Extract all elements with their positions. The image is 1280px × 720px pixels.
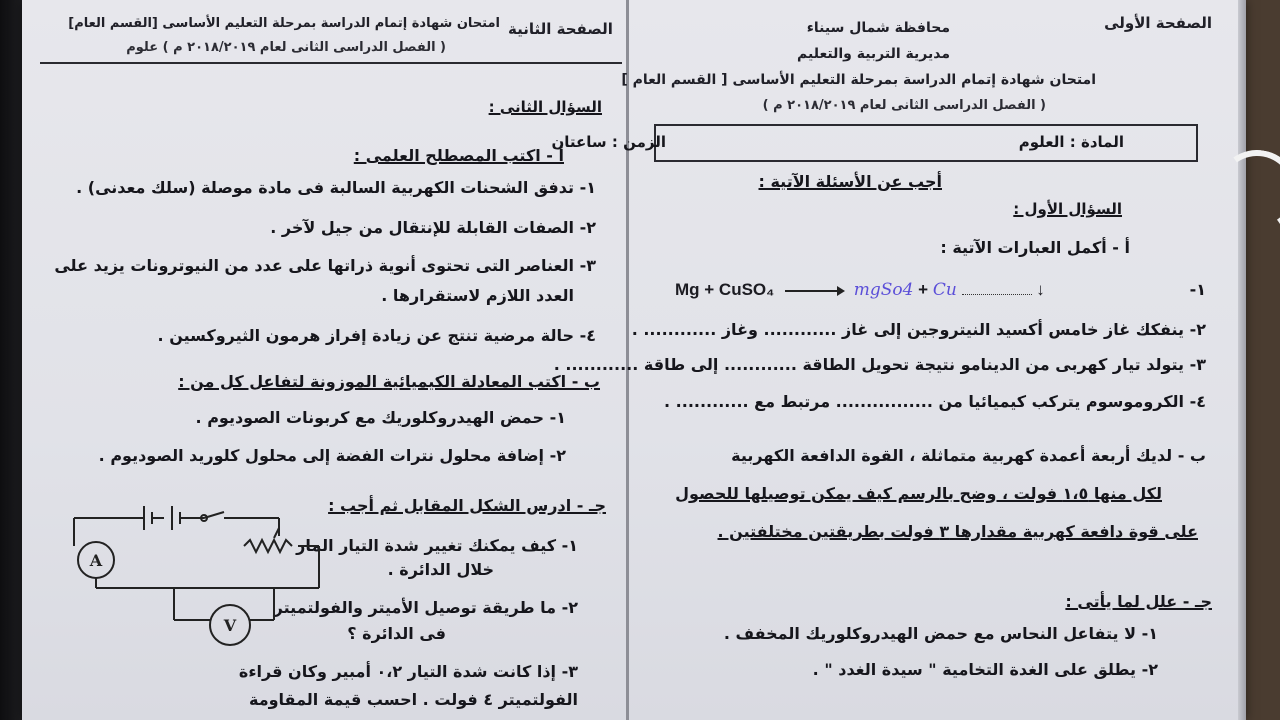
term-left: ( الفصل الدراسى الثانى لعام ٢٠١٨/٢٠١٩ م ) علوم bbox=[126, 40, 446, 55]
q1-part-b-line3: على قوة دافعة كهربية مقدارها ٣ فولت بطريقتين مختلفتين . bbox=[717, 522, 1198, 541]
q2-c-item2-line1: ٢- ما طريقة توصيل الأميتر والفولتميتر bbox=[273, 598, 578, 617]
q2-c-item3-line2: الفولتميتر ٤ فولت . احسب قيمة المقاومة bbox=[248, 690, 578, 709]
left-page-label: الصفحة الثانية bbox=[508, 20, 613, 38]
q1-title: السؤال الأول : bbox=[1013, 200, 1122, 218]
q2-a-item3-line1: ٣- العناصر التى تحتوى أنوية ذراتها على عدد من النيوترونات يزيد على bbox=[54, 256, 596, 275]
q1-part-b-line2: لكل منها ١،٥ فولت ، وضح بالرسم كيف يمكن توصيلها للحصول bbox=[675, 484, 1162, 503]
directorate-name: مديرية التربية والتعليم bbox=[797, 46, 950, 62]
q2-b-item1: ١- حمض الهيدروكلوريك مع كربونات الصوديوم . bbox=[195, 408, 566, 427]
governorate-name: محافظة شمال سيناء bbox=[806, 20, 950, 36]
q2-b-item2: ٢- إضافة محلول نترات الفضة إلى محلول كلوريد الصوديوم . bbox=[98, 446, 566, 465]
q2-a-item2: ٢- الصفات القابلة للإنتقال من جيل لآخر . bbox=[270, 218, 596, 237]
q2-part-b-heading: ب - اكتب المعادلة الكيميائية الموزونة لتفاعل كل من : bbox=[178, 372, 600, 391]
voltmeter-label: V bbox=[223, 616, 237, 635]
q1-part-b-line1: ب - لديك أربعة أعمدة كهربية متماثلة ، القوة الدافعة الكهربية bbox=[731, 446, 1206, 465]
reaction-arrow-icon bbox=[785, 290, 843, 292]
q2-a-item3-line2: العدد اللازم لاستقرارها . bbox=[381, 286, 574, 305]
q2-a-item4: ٤- حالة مرضية تنتج عن زيادة إفراز هرمون الثيروكسين . bbox=[157, 326, 596, 345]
plus-sign: + bbox=[918, 280, 929, 299]
q2-a-item1: ١- تدفق الشحنات الكهربية السالبة فى مادة موصلة (سلك معدنى) . bbox=[76, 178, 596, 197]
chemical-equation bbox=[675, 280, 1045, 300]
q1-item3: ٣- يتولد تيار كهربى من الدينامو نتيجة تحويل الطاقة ............ إلى طاقة ............ . bbox=[553, 355, 1206, 374]
q2-part-c-heading: جـ - ادرس الشكل المقابل ثم أجب : bbox=[328, 496, 606, 515]
q1-part-c-heading: جـ - علل لما يأتى : bbox=[1065, 592, 1212, 611]
exam-sheet bbox=[22, 0, 1246, 720]
q1-item2: ٢- ينفكك غاز خامس أكسيد النيتروجين إلى غاز ............ وغاز ............ . bbox=[631, 320, 1206, 339]
switch-icon bbox=[204, 512, 224, 518]
q1-part-a-heading: أ - أكمل العبارات الآتية : bbox=[940, 238, 1130, 257]
q1-item1-number: -١ bbox=[1189, 280, 1206, 299]
left-header-rule bbox=[40, 62, 622, 64]
q2-c-item1-line2: خلال الدائرة . bbox=[387, 560, 494, 579]
q2-title: السؤال الثانى : bbox=[488, 98, 602, 116]
exam-title-right: امتحان شهادة إتمام الدراسة بمرحلة التعليم الأساسى [ القسم العام ] bbox=[621, 72, 1096, 88]
time-label: الزمن : ساعتان bbox=[551, 133, 666, 151]
q2-c-item2-line2: فى الدائرة ؟ bbox=[347, 624, 446, 643]
exam-title-left: امتحان شهادة إتمام الدراسة بمرحلة التعليم الأساسى [القسم العام] bbox=[68, 16, 500, 31]
ammeter-label: A bbox=[89, 551, 103, 570]
answer-blank-line bbox=[962, 294, 1032, 295]
down-arrow-icon: ↓ bbox=[1036, 280, 1045, 299]
instructions-heading: أجب عن الأسئلة الآتية : bbox=[758, 172, 942, 191]
right-page-label: الصفحة الأولى bbox=[1104, 14, 1212, 32]
rheostat-icon bbox=[244, 540, 292, 552]
q2-part-a-heading: أ - اكتب المصطلح العلمى : bbox=[353, 146, 564, 165]
sheet-right-edge bbox=[1238, 0, 1246, 720]
term-right: ( الفصل الدراسى الثانى لعام ٢٠١٨/٢٠١٩ م ) bbox=[762, 98, 1046, 113]
q1-c-item1: ١- لا يتفاعل النحاس مع حمض الهيدروكلوريك المخفف . bbox=[723, 624, 1158, 643]
q1-c-item2: ٢- يطلق على الغدة التخامية " سيدة الغدد " . bbox=[812, 660, 1158, 679]
subject-label: المادة : العلوم bbox=[1018, 133, 1124, 151]
q2-c-item3-line1: ٣- إذا كانت شدة التيار ٠،٢ أمبير وكان قراءة bbox=[238, 662, 578, 681]
handwritten-product-1: mgSo4 bbox=[853, 280, 914, 300]
equation-reactants: Mg + CuSO₄ bbox=[675, 280, 775, 299]
q1-item4: ٤- الكروموسوم يتركب كيميائيا من ................ مرتبط مع ............ . bbox=[664, 392, 1206, 411]
q2-c-item1-line1: ١- كيف يمكنك تغيير شدة التيار المار bbox=[296, 536, 578, 555]
handwritten-product-2: Cu bbox=[932, 280, 957, 300]
circuit-diagram bbox=[64, 488, 324, 658]
